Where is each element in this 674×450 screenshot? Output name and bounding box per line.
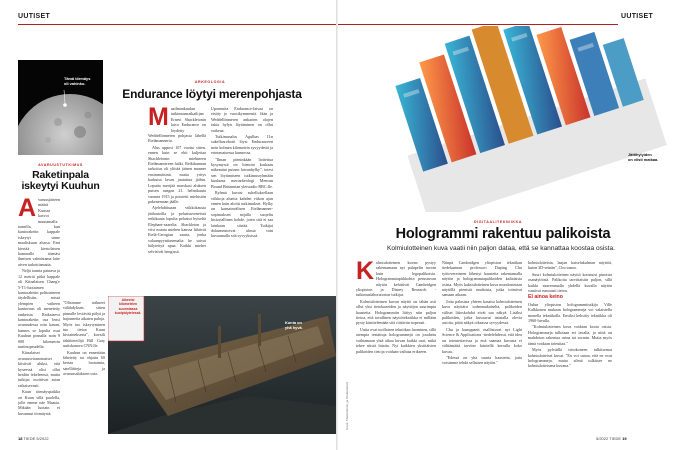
- header-rule: [338, 24, 618, 25]
- section-label: UUTISET: [621, 13, 654, 20]
- endurance-title: Endurance löytyi merenpohjasta: [122, 87, 302, 101]
- right-footer: [596, 436, 627, 441]
- endurance-paragraph: aailmankuulun tutkimusmatkailijan Ernest Shackletonin laiva Endurance on löydetty Weddellinmeren pohjasta lähellä Etelämannerta.: [148, 106, 206, 144]
- wreck-photo-caption: Kunta on yhä hyvä.: [285, 320, 303, 330]
- moon-paragraph: Kuun törmäyspaikka on Kuun sillä puolella, jolle emme näe Maasta. Mikään luotain ei kuvannut törmäystä.: [18, 389, 60, 416]
- endurance-paragraph: "Ilman pieninkään lioitettua kysymystä on hienoin koskaan näkemäni puinen laivanhylky", totesi sen löytämiseen tutkimusryhmään kuulunut meriarkeologi Mensun Bound Britannian yleisradio BBC:lle.: [211, 156, 273, 189]
- moon-dropcap: A: [18, 197, 37, 222]
- endurance-paragraph: Tutkimusalus Agulhas II:n sukellusrobotti löysi Enduranceen noin kolmen kilometrin syvyydestä ja erinomaisessa kunnossa.: [211, 134, 273, 156]
- section-label: UUTISET: [18, 13, 51, 20]
- page-number: 18: [18, 436, 23, 441]
- moon-column-1: [18, 197, 60, 432]
- hologram-paragraph: Myös pylväillä tietokoneen tulkitsemat kolmiulotteiset kuvat. "En voi sanoa, että ne ovat hologrammeja, mutta silmä tulkitsee ne kolmiulotteisena kuvana.": [528, 347, 612, 369]
- endurance-wreck-photo: [108, 296, 336, 434]
- hologram-column-3: [528, 260, 612, 432]
- hologram-paragraph: olmiulotteinen kuvan pystyy rakentamaan nyt palapelin tavoin kuin legopalikoista. Hologrammiapiikkohin perustuvan näytön kehittivät Cambridgen yliopiston ja Disney Research -tutkimuslaboratorion tutkijat.: [356, 260, 436, 298]
- moon-paragraph: Neljä tonnia painava ja 12 metriä pitkä kappale oli Kiinalaisen Chang'e 5-T1-luotaimen kantoraketin polttoaineen täydellisiin, missä ylempien vaiheen kantavuus oli menetetty tankeista. Ratkaiseva kantoraketin osa lensi avaruudessa niin kauan, kunnes se lopulta osui Kuuhun pinnalla noin 9 000 kilometrin tuntinopeudella.: [18, 268, 60, 349]
- hologram-paragraph: Suuri kolmiulotteinen näyttö koostuisi pinoista osanäytöistä. Palikoita tarvittaisiin paljon, sillä kaikki suuremmalla yhdellä kuvalla näytön vaativat runsaasti tietoa.: [528, 271, 612, 294]
- endurance-kicker: ARKEOLOGIA: [194, 80, 226, 84]
- moon-impact-image: [18, 60, 103, 155]
- hologram-kicker: DIGITAALITEKNIIKKA: [473, 220, 523, 224]
- moon-image-caption: Tämä törmäys oli vahinko.: [64, 76, 91, 86]
- left-footer: [18, 436, 49, 441]
- hologram-title: Hologrammi rakentuu palikoista: [395, 226, 611, 242]
- right-page: [338, 0, 674, 450]
- endurance-column-1: [148, 106, 206, 291]
- endurance-column-2: [211, 106, 273, 298]
- hologram-paragraph: Niinpä Cambridgen yliopiston tekniikan tiedekunnan professori Daping Chu työtovereineen lähestyi haastetta rakentamalla näytön ja hologrammiapalikoiden kaltaisista osista. Myös kaksiulotteinen kuva muodostetaan näytöllä pienistä ruuduista, jotka toimivat samaan aikaan.: [442, 260, 522, 298]
- hologram-paragraph: Jotta palasista yhteen kasattu kolmiulotteinen kuva näyttäisi todenmukaiselta, palikoiden väliset liitoskohdat eivät saa näkyä. Lisäksi palikoiden, jotka kuvaavat taustalla olevia asioita, pitää näkyä oikeassa syvyydessä.: [442, 298, 522, 326]
- photo-credit: Kuva: Shutterstock, ja Shutterstock: [345, 381, 349, 430]
- moon-paragraph: Kuuhun on ennestään lähetetty tai ohjattu 60 kertaa luotaimia, satelliitteja ja avaruusaluksien osia.: [63, 349, 105, 377]
- hologram-paragraph: kolmiulotteista, laajan katselukulman näyttöä, kuten 3D-seinän", Chu sanoo.: [528, 260, 612, 271]
- hologram-paragraph: Kolmiulotteinen kuvan näyttö on tähän asti ollut yksi tietokoneiden ja näyttöjen suurimpia haasteita. Hologrammiin liittyy niin paljon tietoa, että tavallinen näyttötekniikka ei millään pysty käsittelemään sitä riittävän nopeasti.: [356, 298, 436, 326]
- endurance-paragraph: Uponnutta Endurance-laivaa on etsitty jo vuosikymmeniä. Jään ja Weddellinmeren ankarien olojen takia hylyn löytäminen on ollut vaikeaa.: [211, 106, 273, 133]
- moon-paragraph: "Olisimme nähneet välähdyksen, sitten pinnalle leviävää pölyä ja hajonneita aikaten paloja. Myös tuo iskeytyminen tuo tietoa Kuun kiviaineksesta", kuvaili tähtitieteilijä Bill Gray uutiskanava CNN:lle.: [63, 300, 105, 349]
- issue-number: 5/2022: [36, 436, 49, 441]
- hologram-blocks-image: [338, 26, 674, 212]
- moon-title: Raketinpala iskeytyi Kuuhun: [21, 169, 100, 192]
- page-number: 19: [622, 436, 627, 441]
- moon-kicker: AVARUUSTUTKIMUS: [38, 163, 83, 167]
- hologram-paragraph: "Edessä on yhä suuria haasteita, jotta voisimme tehdä sellaisen näytön.": [442, 354, 522, 366]
- left-page: [0, 0, 336, 450]
- hologram-image-caption: Jättihylyiden on viisti matkaa.: [628, 152, 659, 162]
- hologram-paragraph: Oulun yliopiston hologrammitutkija Ville Kalkkonen mukaan hologrammeja voi valaistella monella tekniikalla. Ensiksi keksitty tekniikka oli 1960-luvulla.: [528, 301, 612, 324]
- moon-column-2: [63, 300, 105, 432]
- hologram-paragraph: Uutta ovat tuollaisen tekniikan luominen, sillä aiempia testattuja hologrammejä on jouduttu vaihtamaan yhtä aikaa kuvan kaikki osat, mikä tekee niistä hitaita. Nyt kaikkien yksittäisten palikoiden tietoja voidaan vaihtaa erikseen.: [356, 326, 436, 354]
- issue-number: 5/2022: [596, 436, 609, 441]
- endurance-paragraph: Ryhmä kuvasi sukelluksellaan viikkoja aluetta kahden viikon ajan ennen kuin aloitti tutkimukset. Hylky on kansainvälisen Etelämanner-sopimuksen nojalla suojeltu historiallinen kohde, joten sitä ei saa lainkaan siirtää. Tutkijat dokumentoivat alusta vain kuvaamalla sitä syvyyksissä.: [211, 190, 273, 239]
- hologram-column-1: [356, 260, 436, 432]
- endurance-paragraph: Ajelehdittuaan viikkokausia jäälautoilla ja pelastusveneissä retkikunta lopulta pelastui hyiseltä Elephant-saarelta. Shackleton ja viisi muuta miehen kanssa lähtivät Etelä-Georgian saarta, jonka valaanpyyntiasemalta he saivat hälytettyä apua. Kaikki miehet selvisivät hengissä.: [148, 205, 206, 254]
- hologram-column-2: [442, 260, 522, 432]
- hologram-lead: Kolmiulotteinen kuva vaatii niin paljon dataa, että se kannattaa koostaa osista.: [387, 245, 615, 252]
- magazine-name: TIEDE: [23, 436, 36, 441]
- moon-paragraph: varuusjätteen määrä Kuussa kasvoi muutamalla tonnilla, kun kantoraketin kappale iskeytyi sinne maaliskuun alussa. Emi kiertää kiertolaisen kamaralle törmäsi ihmisen valmistama laite aiven tarkoittamatta.: [18, 197, 60, 267]
- endurance-paragraph: Alus upposi 107 vuotta sitten, ennen kuin se ehti kuljettaa Shackletonin miehineen Etelämantereen halki. Retkikunnan tarkoitus oli ylittää jäinen manner ensimmäisinä, mutta yritys karkutui lavan juututtua jäihin. Loputta merijää murskasi aluksen puisen rungon 21. helmikuuta vuonna 1915 ja poistetti miehistön pakenemaan jäälle.: [148, 144, 206, 204]
- moon-paragraph: Kiinalaiset avaruusviranomaiset kiistivät aluksi, että kyseessä olisi ollut heidän tekeleensä, mutta tutkijat osoittivat asian ratkaisevasti.: [18, 350, 60, 388]
- inset-caption: Aikeeisi kilometrien suunniassa kuolpidytelessä.: [114, 298, 142, 315]
- hologram-paragraph: Chu ja kumppanit osallistuvat nyt Light Science & Applications -tiedelehdessä, että idea on toteutettavissa ja että saamaa kuvasta ei välttämättä tarvitse käsitellä kerralla koko kuvaa.: [442, 326, 522, 354]
- hologram-paragraph: "Kolmiulotteinen kuva voidaan koota osista. Hologrammeja tulkitaan eri tavalla, ja niitä on mahdoton rakentaa osina tai sormin. Mutta myös tämä voidaan toteuttaa.": [528, 324, 612, 346]
- header-rule: [18, 24, 336, 25]
- endurance-dropcap: M: [148, 106, 169, 131]
- hologram-subhead: El ainoa keino: [528, 294, 563, 301]
- magazine-name: TIEDE: [609, 436, 622, 441]
- hologram-dropcap: K: [356, 260, 375, 285]
